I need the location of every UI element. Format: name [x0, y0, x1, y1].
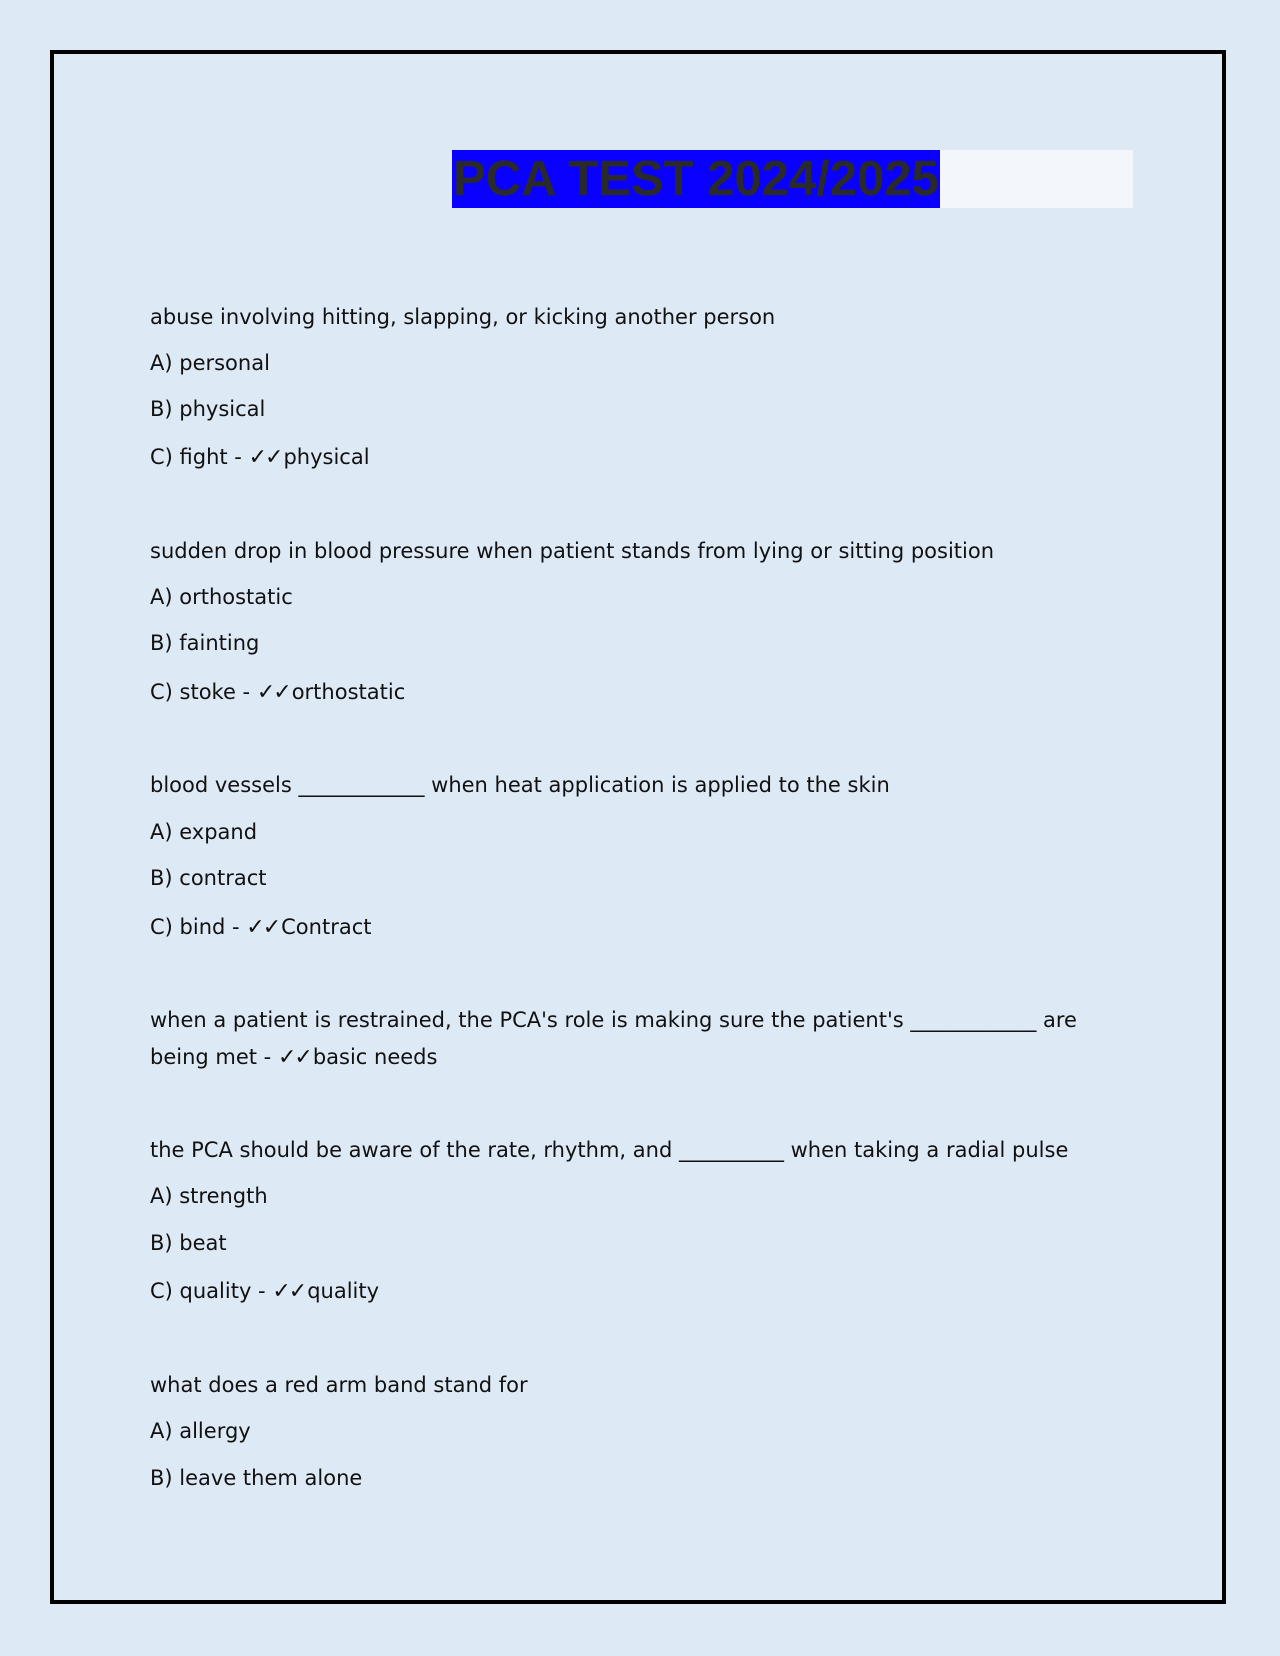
answer-option-with-key [150, 443, 370, 472]
document-title: PCA TEST 2024/2025 [453, 152, 939, 206]
answer-option-with-key [150, 678, 405, 707]
question-prompt: abuse involving hitting, slapping, or kicking another person [150, 305, 776, 329]
answer-option-with-key [150, 913, 371, 942]
answer-option: B) beat [150, 1231, 227, 1255]
answer-option-with-key [150, 1277, 379, 1306]
answer-option: A) orthostatic [150, 585, 293, 609]
answer-option-label: C) bind - [150, 915, 247, 939]
answer-option: B) leave them alone [150, 1466, 363, 1490]
answer-option: B) contract [150, 866, 267, 890]
title-banner [452, 150, 1133, 208]
double-check-icon: ✓✓ [248, 445, 282, 470]
double-check-icon: ✓✓ [256, 680, 290, 705]
double-check-icon: ✓✓ [277, 1045, 311, 1070]
question-prompt: sudden drop in blood pressure when patient stands from lying or sitting position [150, 539, 995, 563]
correct-answer: physical [283, 445, 370, 469]
question-prompt-with-key [150, 1043, 437, 1072]
question-prompt: the PCA should be aware of the rate, rhythm, and __________ when taking a radial pulse [150, 1138, 1069, 1162]
correct-answer: Contract [281, 915, 372, 939]
correct-answer: orthostatic [291, 680, 406, 704]
question-prompt: blood vessels ____________ when heat application is applied to the skin [150, 773, 890, 797]
answer-option: B) fainting [150, 631, 260, 655]
double-check-icon: ✓✓ [272, 1279, 306, 1304]
answer-option: A) expand [150, 820, 258, 844]
question-prompt-continuation: being met - [150, 1045, 278, 1069]
answer-option-label: C) fight - [150, 445, 249, 469]
correct-answer: quality [307, 1279, 380, 1303]
answer-option: B) physical [150, 397, 266, 421]
question-prompt: when a patient is restrained, the PCA's role is making sure the patient's ____________ are [150, 1008, 1077, 1032]
question-prompt: what does a red arm band stand for [150, 1373, 528, 1397]
answer-option-label: C) quality - [150, 1279, 273, 1303]
answer-option: A) strength [150, 1184, 268, 1208]
correct-answer: basic needs [312, 1045, 438, 1069]
answer-option: A) allergy [150, 1419, 251, 1443]
double-check-icon: ✓✓ [246, 915, 280, 940]
answer-option-label: C) stoke - [150, 680, 257, 704]
answer-option: A) personal [150, 351, 270, 375]
